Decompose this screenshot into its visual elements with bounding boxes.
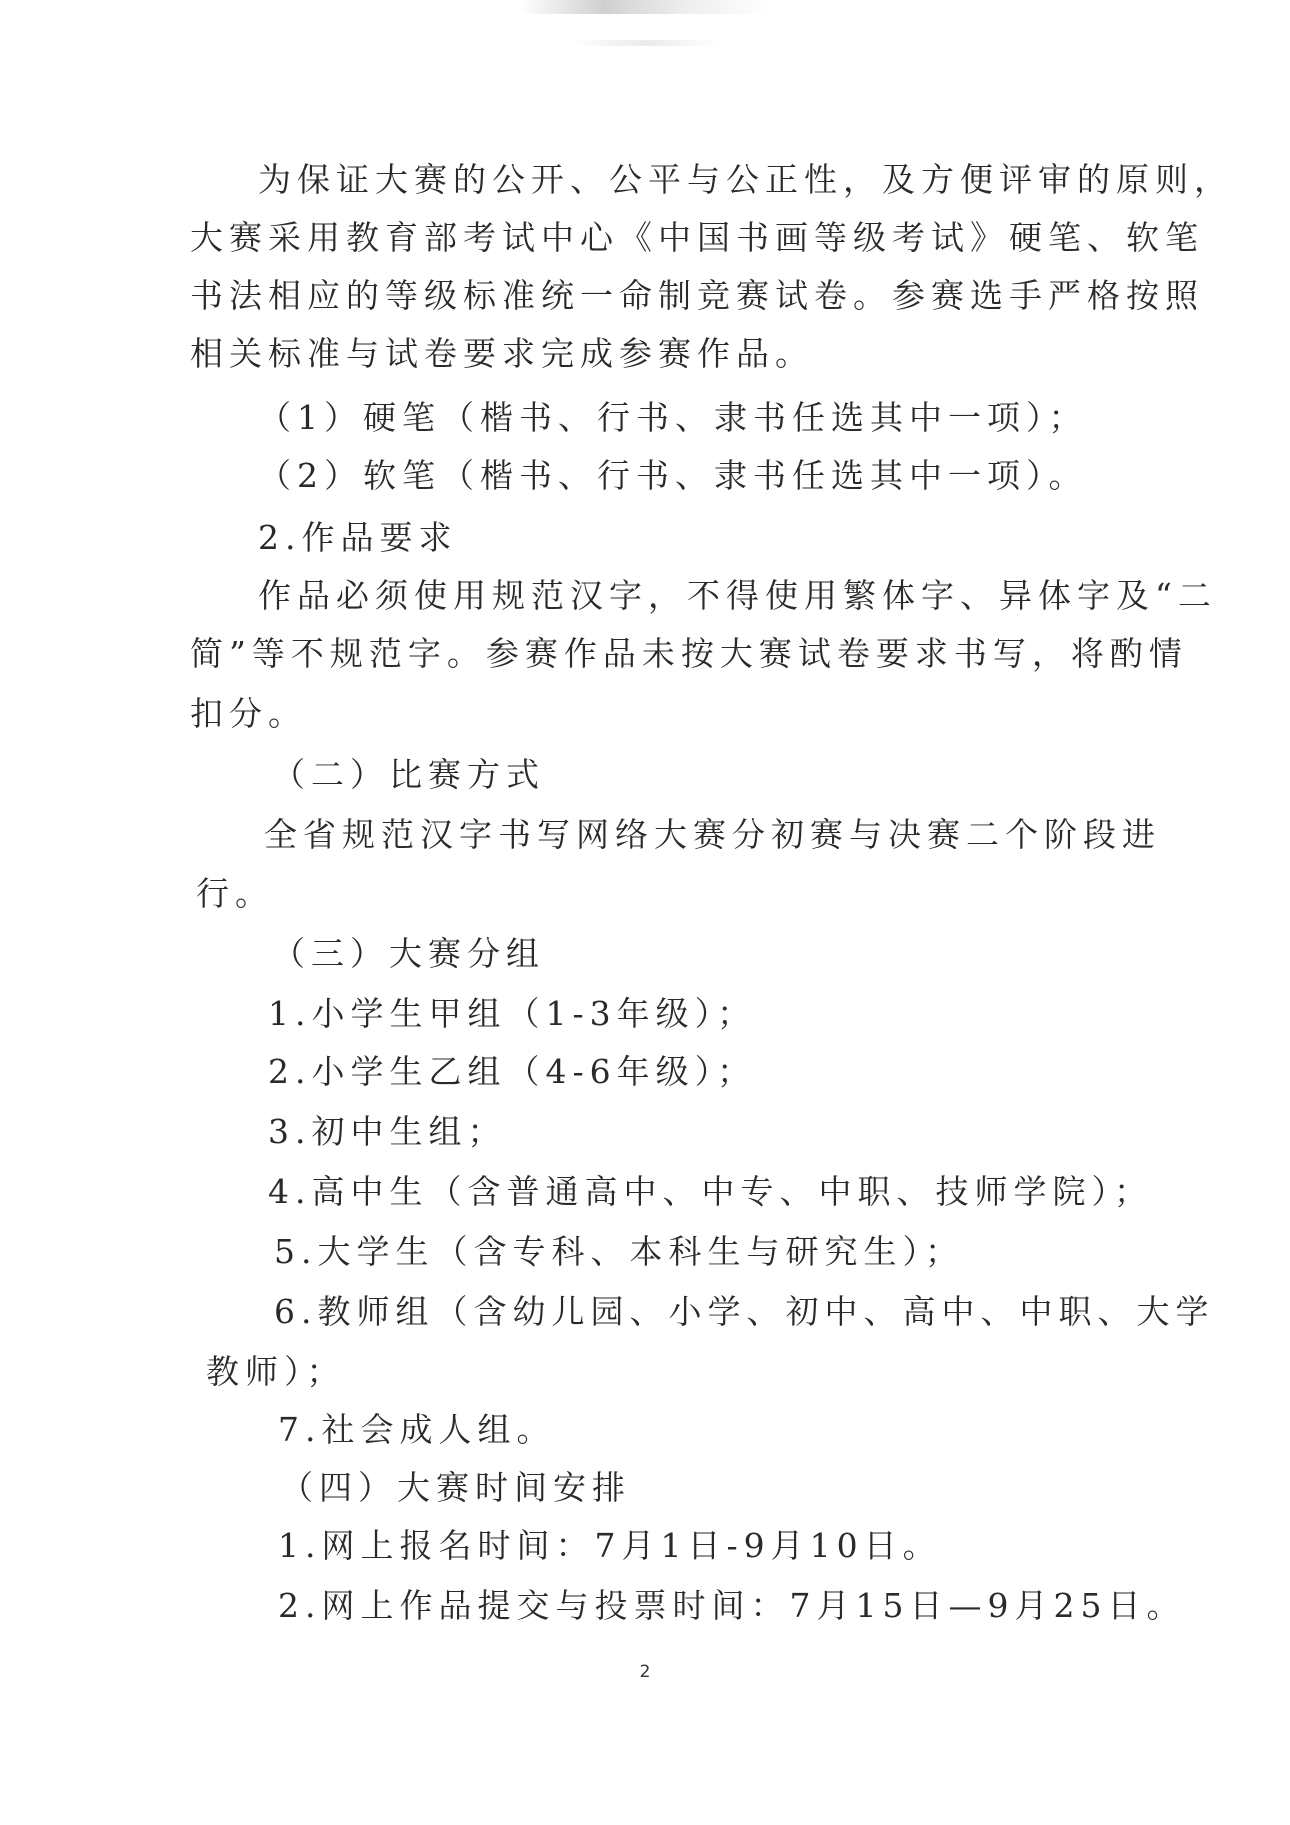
list-item: 7.社会成人组。 — [278, 1410, 556, 1449]
paragraph-line: 行。 — [196, 874, 274, 913]
list-item: 1.网上报名时间：7月1日-9月10日。 — [278, 1526, 942, 1565]
section-heading: （二）比赛方式 — [272, 755, 545, 794]
paragraph-line: 简”等不规范字。参赛作品未按大赛试卷要求书写，将酌情 — [190, 634, 1188, 673]
paragraph-line: 书法相应的等级标准统一命制竞赛试卷。参赛选手严格按照 — [190, 276, 1204, 315]
page-number: 2 — [639, 1662, 651, 1682]
paragraph-line: 为保证大赛的公开、公平与公正性，及方便评审的原则， — [258, 160, 1233, 199]
section-heading: 2.作品要求 — [258, 518, 458, 557]
list-item: 1.小学生甲组（1-3年级）； — [268, 994, 757, 1033]
list-item: 4.高中生（含普通高中、中专、中职、技师学院）； — [268, 1172, 1153, 1211]
scan-artifact — [570, 40, 720, 46]
list-item: 2.小学生乙组（4-6年级）； — [268, 1052, 757, 1091]
list-item: 3.初中生组； — [268, 1112, 507, 1151]
list-item: （2）软笔（楷书、行书、隶书任选其中一项）。 — [258, 456, 1088, 495]
scan-artifact — [520, 0, 770, 14]
paragraph-line: 相关标准与试卷要求完成参赛作品。 — [190, 334, 814, 373]
list-item: 6.教师组（含幼儿园、小学、初中、高中、中职、大学 — [274, 1292, 1215, 1331]
section-heading: （四）大赛时间安排 — [280, 1468, 631, 1507]
list-item: 5.大学生（含专科、本科生与研究生）； — [274, 1232, 964, 1271]
paragraph-line: 大赛采用教育部考试中心《中国书画等级考试》硬笔、软笔 — [190, 218, 1204, 257]
section-heading: （三）大赛分组 — [272, 934, 545, 973]
list-item-continuation: 教师）； — [206, 1352, 346, 1391]
paragraph-line: 扣分。 — [190, 694, 307, 733]
paragraph-line: 全省规范汉字书写网络大赛分初赛与决赛二个阶段进 — [264, 815, 1161, 854]
list-item: （1）硬笔（楷书、行书、隶书任选其中一项）； — [258, 398, 1088, 437]
list-item: 2.网上作品提交与投票时间：7月15日—9月25日。 — [278, 1586, 1186, 1625]
paragraph-line: 作品必须使用规范汉字，不得使用繁体字、异体字及“二 — [258, 576, 1217, 615]
